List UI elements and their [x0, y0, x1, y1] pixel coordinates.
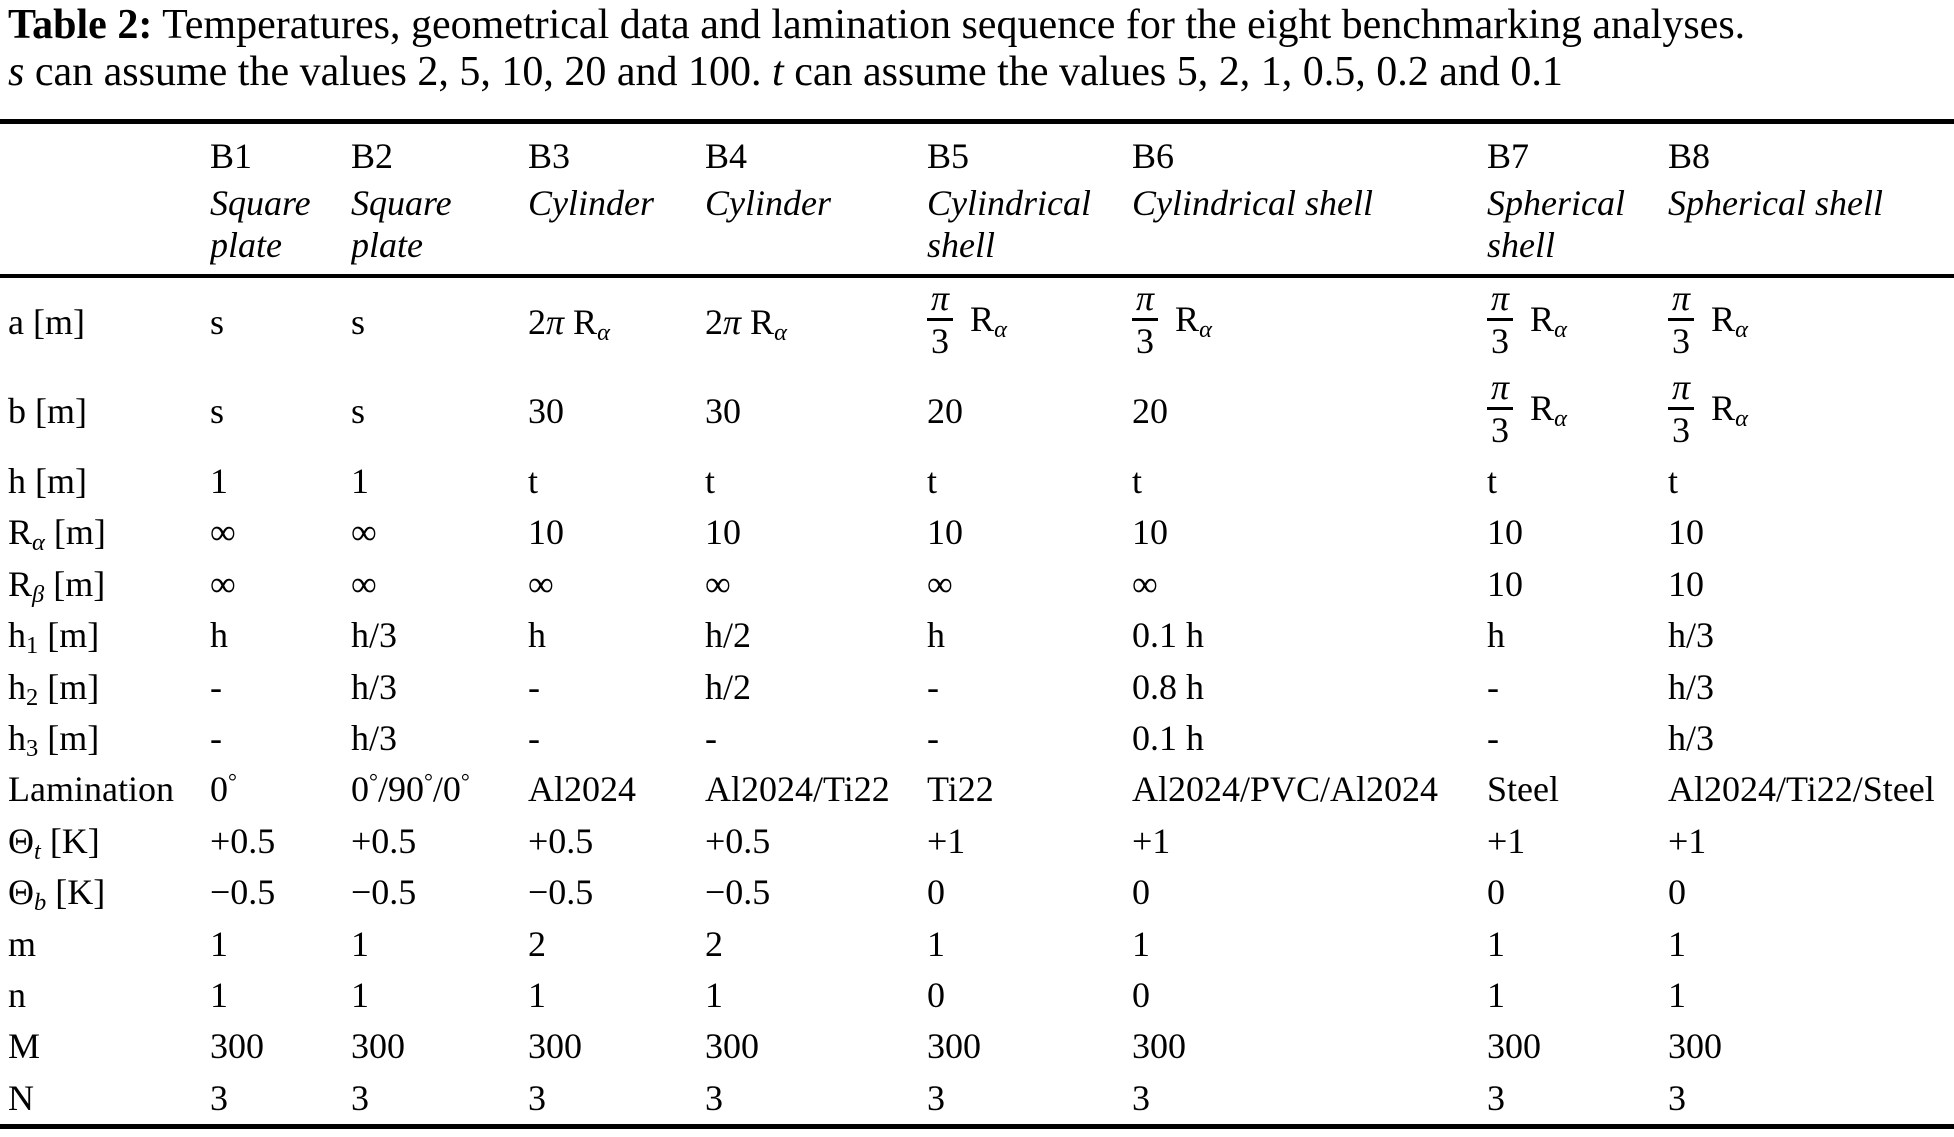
cell: t [528, 461, 539, 502]
row-label: m [8, 923, 37, 964]
column-id: B1 [210, 135, 253, 176]
cell: h [1487, 615, 1505, 656]
cell: - [927, 666, 939, 707]
cell: 3 [528, 1073, 705, 1127]
cell: h [210, 615, 228, 656]
column-id: B3 [528, 135, 571, 176]
cell: 300 [1487, 1026, 1541, 1067]
cell: +0.5 [705, 820, 771, 861]
cell: h/2 [705, 615, 752, 656]
table-body [0, 276, 1954, 1127]
column-id: B2 [351, 135, 394, 176]
cell: $\frac{\pi}{3}$ $R_\alpha$ [927, 276, 1132, 367]
cell: 10 [1487, 512, 1523, 553]
table-row [0, 1021, 1954, 1072]
cell: 300 [351, 1026, 405, 1067]
cell: 30 [705, 390, 741, 431]
cell: 1 [351, 974, 369, 1015]
cell: h/2 [705, 666, 752, 707]
cell: 0° [210, 769, 237, 810]
row-label: $h_2$ [m] [8, 666, 100, 711]
cell: $\frac{\pi}{3}$ $R_\alpha$ [1668, 276, 1954, 367]
cell: $\frac{\pi}{3}$ $R_\alpha$ [1132, 276, 1487, 367]
cell: t [705, 461, 716, 502]
cell: h [927, 615, 945, 656]
column-shape-label: Spherical shell [1487, 183, 1625, 265]
cell: Steel [1487, 769, 1559, 810]
table-row [0, 970, 1954, 1021]
cell: ∞ [351, 512, 377, 553]
cell: 3 [705, 1073, 927, 1127]
column-id: B4 [705, 135, 748, 176]
cell: 0 [927, 872, 945, 913]
cell: 1 [210, 461, 228, 502]
table-row [0, 276, 1954, 367]
row-label: Lamination [8, 769, 174, 810]
cell: 10 [1668, 512, 1704, 553]
table-wrap [0, 119, 1954, 1129]
cell: +1 [927, 820, 966, 861]
table-row [0, 713, 1954, 764]
cell: 0.8 h [1132, 666, 1204, 707]
row-label: a [m] [8, 301, 85, 342]
cell: ∞ [210, 512, 236, 553]
column-shape-label: Cylindrical shell [1132, 183, 1373, 224]
column-header-B2 [351, 121, 528, 276]
cell: ∞ [528, 563, 554, 604]
cell: 1 [705, 974, 723, 1015]
cell: 300 [528, 1026, 582, 1067]
table-row [0, 764, 1954, 815]
column-shape-label: Cylindrical shell [927, 183, 1091, 265]
cell: - [1487, 666, 1499, 707]
caption-line1 [8, 2, 1950, 49]
table-header [0, 121, 1954, 276]
cell: h/3 [351, 666, 398, 707]
cell: 20 [1132, 390, 1168, 431]
column-shape-label: Square plate [351, 183, 452, 265]
cell: 2π $R_\alpha$ [705, 301, 787, 346]
column-header-B1 [210, 121, 351, 276]
table-row [0, 367, 1954, 456]
column-shape-label: Cylinder [705, 183, 831, 224]
cell: +1 [1132, 820, 1171, 861]
column-id: B6 [1132, 135, 1175, 176]
column-id: B8 [1668, 135, 1711, 176]
cell: +0.5 [210, 820, 276, 861]
cell: h/3 [351, 615, 398, 656]
column-shape-label: Square plate [210, 183, 311, 265]
cell: - [1487, 718, 1499, 759]
row-label: h [m] [8, 461, 87, 502]
cell: 1 [351, 461, 369, 502]
cell: ∞ [210, 563, 236, 604]
column-header-B8 [1668, 121, 1954, 276]
column-shape-label: Cylinder [528, 183, 654, 224]
table-row [0, 507, 1954, 558]
cell: 300 [705, 1026, 759, 1067]
cell: s [210, 301, 225, 342]
table-row [0, 610, 1954, 661]
cell: 3 [210, 1073, 351, 1127]
cell: 2 [705, 923, 723, 964]
row-label: $R_\beta$ [m] [8, 563, 106, 608]
cell: +0.5 [351, 820, 417, 861]
cell: Ti22 [927, 769, 994, 810]
table-row [0, 919, 1954, 970]
cell: - [210, 718, 222, 759]
cell: 3 [1668, 1073, 1954, 1127]
table-row [0, 559, 1954, 610]
column-header-B6 [1132, 121, 1487, 276]
column-header-B7 [1487, 121, 1668, 276]
table-row [0, 662, 1954, 713]
cell: Al2024/Ti22 [705, 769, 890, 810]
column-header-B5 [927, 121, 1132, 276]
row-label: $R_\alpha$ [m] [8, 512, 106, 557]
cell: 20 [927, 390, 963, 431]
cell: Al2024 [528, 769, 636, 810]
cell: +1 [1487, 820, 1526, 861]
cell: 0.1 h [1132, 615, 1204, 656]
benchmark-table [0, 119, 1954, 1129]
cell: h [528, 615, 546, 656]
caption-text: Temperatures, geometrical data and lamination sequence for the eight benchmarking analyses. [152, 2, 1746, 48]
cell: $\frac{\pi}{3}$ $R_\alpha$ [1668, 367, 1954, 456]
table-row [0, 456, 1954, 507]
cell: +1 [1668, 820, 1707, 861]
row-label: $h_3$ [m] [8, 718, 100, 763]
cell: 3 [1132, 1073, 1487, 1127]
header-corner [0, 121, 210, 276]
cell: 0 [1132, 872, 1150, 913]
cell: 300 [1132, 1026, 1186, 1067]
cell: $\frac{\pi}{3}$ $R_\alpha$ [1487, 276, 1668, 367]
cell: 1 [210, 923, 228, 964]
cell: 10 [1668, 563, 1704, 604]
column-header-B4 [705, 121, 927, 276]
cell: 1 [1487, 923, 1505, 964]
cell: 10 [705, 512, 741, 553]
cell: 0 [1487, 872, 1505, 913]
cell: Al2024/Ti22/Steel [1668, 769, 1935, 810]
cell: t [1668, 461, 1679, 502]
cell: h/3 [351, 718, 398, 759]
cell: h/3 [1668, 615, 1715, 656]
cell: 0 [1668, 872, 1686, 913]
cell: s [351, 390, 366, 431]
row-label: M [8, 1026, 41, 1067]
table-row [0, 1073, 1954, 1127]
cell: - [927, 718, 939, 759]
header-row [0, 121, 1954, 276]
cell: ∞ [927, 563, 953, 604]
caption-line2: s can assume the values 2, 5, 10, 20 and 100. t can assume the values 5, 2, 1, 0.5, 0.2 and 0.1 [8, 49, 1563, 96]
cell: t [927, 461, 938, 502]
cell: 3 [927, 1073, 1132, 1127]
column-header-B3 [528, 121, 705, 276]
cell: $\frac{\pi}{3}$ $R_\alpha$ [1487, 367, 1668, 456]
cell: 2 [528, 923, 546, 964]
cell: s [210, 390, 225, 431]
cell: −0.5 [528, 872, 594, 913]
cell: 1 [528, 974, 546, 1015]
row-label: $\Theta_t$ [K] [8, 820, 100, 865]
column-id: B5 [927, 135, 970, 176]
row-label: $\Theta_b$ [K] [8, 872, 106, 917]
cell: 0.1 h [1132, 718, 1204, 759]
row-label: n [8, 974, 26, 1015]
cell: ∞ [351, 563, 377, 604]
cell: 3 [351, 1073, 528, 1127]
cell: 10 [927, 512, 963, 553]
cell: 10 [1487, 563, 1523, 604]
cell: 0°/90°/0° [351, 769, 470, 810]
cell: t [1487, 461, 1498, 502]
cell: 2π $R_\alpha$ [528, 301, 610, 346]
table-caption [0, 0, 1954, 97]
cell: 300 [1668, 1026, 1722, 1067]
cell: 10 [1132, 512, 1168, 553]
cell: 300 [927, 1026, 981, 1067]
cell: 1 [210, 974, 228, 1015]
cell: s [351, 301, 366, 342]
row-label: N [0, 1073, 210, 1127]
cell: −0.5 [705, 872, 771, 913]
cell: 1 [1132, 923, 1150, 964]
row-label: b [m] [8, 390, 87, 431]
cell: 0 [927, 974, 945, 1015]
table-row [0, 816, 1954, 867]
caption-label: Table 2: [8, 2, 153, 48]
cell: −0.5 [210, 872, 276, 913]
cell: ∞ [705, 563, 731, 604]
cell: 10 [528, 512, 564, 553]
column-shape-label: Spherical shell [1668, 183, 1883, 224]
cell: 3 [1487, 1073, 1668, 1127]
cell: - [528, 718, 540, 759]
cell: h/3 [1668, 718, 1715, 759]
cell: 1 [1668, 923, 1686, 964]
cell: 30 [528, 390, 564, 431]
cell: h/3 [1668, 666, 1715, 707]
cell: 1 [351, 923, 369, 964]
row-label: $h_1$ [m] [8, 615, 100, 660]
cell: - [528, 666, 540, 707]
cell: 300 [210, 1026, 264, 1067]
cell: 1 [927, 923, 945, 964]
cell: - [210, 666, 222, 707]
cell: ∞ [1132, 563, 1158, 604]
cell: t [1132, 461, 1143, 502]
cell: 0 [1132, 974, 1150, 1015]
cell: −0.5 [351, 872, 417, 913]
cell: Al2024/PVC/Al2024 [1132, 769, 1439, 810]
cell: 1 [1668, 974, 1686, 1015]
cell: +0.5 [528, 820, 594, 861]
cell: - [705, 718, 717, 759]
table-row [0, 867, 1954, 918]
cell: 1 [1487, 974, 1505, 1015]
column-id: B7 [1487, 135, 1530, 176]
